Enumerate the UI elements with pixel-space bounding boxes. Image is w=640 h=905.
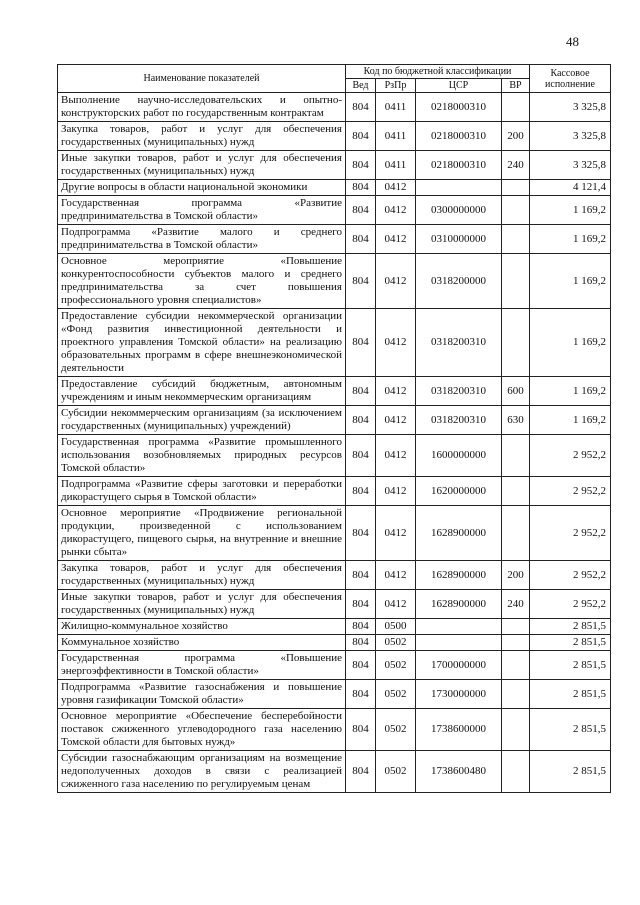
- table-row: [58, 709, 611, 751]
- cell-csr: 1620000000: [416, 477, 502, 506]
- cell-vr: [502, 477, 530, 506]
- cell-rzpr: 0412: [376, 180, 416, 196]
- cell-ved: 804: [346, 225, 376, 254]
- table-row: [58, 93, 611, 122]
- cell-rzpr: 0502: [376, 651, 416, 680]
- cell-rzpr: 0412: [376, 309, 416, 377]
- cell-rzpr: 0502: [376, 751, 416, 793]
- cell-name: Государственная программа «Развитие предпринимательства в Томской области»: [58, 196, 346, 225]
- table-row: [58, 651, 611, 680]
- cell-name: Подпрограмма «Развитие малого и среднего предпринимательства в Томской области»: [58, 225, 346, 254]
- cell-csr: 0318200310: [416, 406, 502, 435]
- cell-ved: 804: [346, 254, 376, 309]
- cell-name: Иные закупки товаров, работ и услуг для обеспечения государственных (муниципальных) нужд: [58, 151, 346, 180]
- cell-name: Основное мероприятие «Обеспечение бесперебойности поставок сжиженного углеводородного газа населению Томской области для бытовых нужд»: [58, 709, 346, 751]
- cell-csr: [416, 619, 502, 635]
- table-row: [58, 619, 611, 635]
- cell-vr: [502, 751, 530, 793]
- cell-name: Выполнение научно-исследовательских и опытно-конструкторских работ по государственным контрактам: [58, 93, 346, 122]
- table-row: [58, 309, 611, 377]
- cell-name: Подпрограмма «Развитие сферы заготовки и переработки дикорастущего сырья в Томской области»: [58, 477, 346, 506]
- cell-amount: 2 952,2: [530, 506, 611, 561]
- cell-amount: 2 952,2: [530, 435, 611, 477]
- cell-vr: [502, 709, 530, 751]
- table-row: [58, 180, 611, 196]
- cell-csr: 1600000000: [416, 435, 502, 477]
- cell-rzpr: 0502: [376, 635, 416, 651]
- cell-name: Жилищно-коммунальное хозяйство: [58, 619, 346, 635]
- cell-name: Предоставление субсидии некоммерческой организации «Фонд развития инвестиционной деятельности и проектного управления Томской области» на реализацию образовательных программ в сфере внешнеэкономической деятельности: [58, 309, 346, 377]
- table-row: [58, 435, 611, 477]
- cell-csr: 1628900000: [416, 590, 502, 619]
- cell-rzpr: 0411: [376, 93, 416, 122]
- cell-amount: 1 169,2: [530, 225, 611, 254]
- cell-ved: 804: [346, 477, 376, 506]
- table-body: [58, 93, 611, 793]
- table-row: [58, 680, 611, 709]
- cell-vr: 240: [502, 151, 530, 180]
- header-ved: Вед: [346, 79, 376, 93]
- cell-rzpr: 0412: [376, 254, 416, 309]
- cell-csr: 0318200000: [416, 254, 502, 309]
- cell-amount: 2 952,2: [530, 561, 611, 590]
- cell-rzpr: 0412: [376, 377, 416, 406]
- cell-name: Предоставление субсидий бюджетным, автономным учреждениям и иным некоммерческим организациям: [58, 377, 346, 406]
- cell-rzpr: 0412: [376, 590, 416, 619]
- cell-rzpr: 0412: [376, 561, 416, 590]
- cell-csr: 0318200310: [416, 377, 502, 406]
- cell-ved: 804: [346, 506, 376, 561]
- cell-ved: 804: [346, 151, 376, 180]
- cell-csr: 0218000310: [416, 151, 502, 180]
- cell-amount: 2 851,5: [530, 709, 611, 751]
- cell-csr: [416, 635, 502, 651]
- cell-name: Субсидии некоммерческим организациям (за исключением государственных (муниципальных) учреждений): [58, 406, 346, 435]
- cell-name: Коммунальное хозяйство: [58, 635, 346, 651]
- cell-name: Основное мероприятие «Продвижение региональной продукции, произведенной с использованием дикорастущего, пищевого сырья, на внутренние и внешние рынки сбыта»: [58, 506, 346, 561]
- cell-ved: 804: [346, 751, 376, 793]
- cell-ved: 804: [346, 93, 376, 122]
- cell-vr: 200: [502, 561, 530, 590]
- cell-vr: [502, 93, 530, 122]
- cell-amount: 2 851,5: [530, 751, 611, 793]
- cell-rzpr: 0500: [376, 619, 416, 635]
- cell-ved: 804: [346, 435, 376, 477]
- cell-vr: [502, 680, 530, 709]
- cell-csr: 1738600480: [416, 751, 502, 793]
- cell-amount: 2 851,5: [530, 635, 611, 651]
- cell-vr: 200: [502, 122, 530, 151]
- cell-amount: 2 952,2: [530, 477, 611, 506]
- cell-rzpr: 0412: [376, 435, 416, 477]
- cell-amount: 3 325,8: [530, 122, 611, 151]
- cell-vr: 600: [502, 377, 530, 406]
- cell-name: Закупка товаров, работ и услуг для обеспечения государственных (муниципальных) нужд: [58, 122, 346, 151]
- cell-amount: 1 169,2: [530, 406, 611, 435]
- cell-amount: 1 169,2: [530, 309, 611, 377]
- cell-csr: 0318200310: [416, 309, 502, 377]
- cell-csr: 1730000000: [416, 680, 502, 709]
- cell-ved: 804: [346, 406, 376, 435]
- table-row: [58, 506, 611, 561]
- cell-amount: 2 952,2: [530, 590, 611, 619]
- cell-ved: 804: [346, 651, 376, 680]
- cell-amount: 1 169,2: [530, 254, 611, 309]
- page-number: 48: [566, 34, 579, 49]
- table-row: [58, 477, 611, 506]
- header-amount: Кассовое исполнение: [530, 65, 611, 93]
- table-row: [58, 590, 611, 619]
- table-row: [58, 635, 611, 651]
- table-row: [58, 196, 611, 225]
- table-row: [58, 561, 611, 590]
- cell-csr: 0300000000: [416, 196, 502, 225]
- cell-name: Государственная программа «Развитие промышленного использования возобновляемых природных ресурсов Томской области»: [58, 435, 346, 477]
- table-row: [58, 377, 611, 406]
- budget-table: [57, 64, 611, 793]
- cell-csr: [416, 180, 502, 196]
- table-row: [58, 225, 611, 254]
- cell-vr: [502, 506, 530, 561]
- cell-csr: 0310000000: [416, 225, 502, 254]
- cell-vr: [502, 619, 530, 635]
- header-vr: ВР: [502, 79, 530, 93]
- cell-amount: 1 169,2: [530, 196, 611, 225]
- cell-vr: [502, 309, 530, 377]
- cell-vr: [502, 635, 530, 651]
- cell-csr: 1628900000: [416, 506, 502, 561]
- cell-rzpr: 0412: [376, 196, 416, 225]
- cell-ved: 804: [346, 377, 376, 406]
- cell-vr: 240: [502, 590, 530, 619]
- cell-vr: 630: [502, 406, 530, 435]
- cell-vr: [502, 196, 530, 225]
- cell-name: Иные закупки товаров, работ и услуг для обеспечения государственных (муниципальных) нужд: [58, 590, 346, 619]
- cell-vr: [502, 435, 530, 477]
- cell-amount: 4 121,4: [530, 180, 611, 196]
- cell-ved: 804: [346, 561, 376, 590]
- cell-rzpr: 0502: [376, 709, 416, 751]
- cell-amount: 3 325,8: [530, 93, 611, 122]
- cell-name: Закупка товаров, работ и услуг для обеспечения государственных (муниципальных) нужд: [58, 561, 346, 590]
- header-code-group: Код по бюджетной классификации: [346, 65, 530, 79]
- cell-rzpr: 0412: [376, 477, 416, 506]
- cell-ved: 804: [346, 180, 376, 196]
- cell-name: Основное мероприятие «Повышение конкурентоспособности субъектов малого и среднего предпринимательства за счет повышения профессионального уровня специалистов»: [58, 254, 346, 309]
- cell-csr: 1628900000: [416, 561, 502, 590]
- cell-ved: 804: [346, 309, 376, 377]
- cell-vr: [502, 180, 530, 196]
- cell-ved: 804: [346, 122, 376, 151]
- cell-vr: [502, 225, 530, 254]
- cell-amount: 2 851,5: [530, 651, 611, 680]
- cell-rzpr: 0411: [376, 122, 416, 151]
- cell-name: Другие вопросы в области национальной экономики: [58, 180, 346, 196]
- table-row: [58, 751, 611, 793]
- cell-name: Субсидии газоснабжающим организациям на возмещение недополученных доходов в связи с реализацией сжиженного газа населению по регулируемым ценам: [58, 751, 346, 793]
- cell-rzpr: 0411: [376, 151, 416, 180]
- cell-ved: 804: [346, 680, 376, 709]
- cell-csr: 1700000000: [416, 651, 502, 680]
- cell-ved: 804: [346, 590, 376, 619]
- cell-amount: 1 169,2: [530, 377, 611, 406]
- cell-vr: [502, 651, 530, 680]
- cell-amount: 2 851,5: [530, 619, 611, 635]
- cell-ved: 804: [346, 709, 376, 751]
- cell-rzpr: 0412: [376, 506, 416, 561]
- cell-ved: 804: [346, 196, 376, 225]
- cell-rzpr: 0412: [376, 406, 416, 435]
- header-csr: ЦСР: [416, 79, 502, 93]
- table-row: [58, 151, 611, 180]
- cell-csr: 0218000310: [416, 93, 502, 122]
- cell-amount: 3 325,8: [530, 151, 611, 180]
- cell-csr: 0218000310: [416, 122, 502, 151]
- header-name: Наименование показателей: [58, 65, 346, 93]
- cell-csr: 1738600000: [416, 709, 502, 751]
- table-row: [58, 254, 611, 309]
- cell-name: Государственная программа «Повышение энергоэффективности в Томской области»: [58, 651, 346, 680]
- cell-amount: 2 851,5: [530, 680, 611, 709]
- cell-vr: [502, 254, 530, 309]
- cell-ved: 804: [346, 635, 376, 651]
- table-row: [58, 122, 611, 151]
- cell-rzpr: 0412: [376, 225, 416, 254]
- table-row: [58, 406, 611, 435]
- cell-rzpr: 0502: [376, 680, 416, 709]
- header-rzpr: РзПр: [376, 79, 416, 93]
- cell-ved: 804: [346, 619, 376, 635]
- cell-name: Подпрограмма «Развитие газоснабжения и повышение уровня газификации Томской области»: [58, 680, 346, 709]
